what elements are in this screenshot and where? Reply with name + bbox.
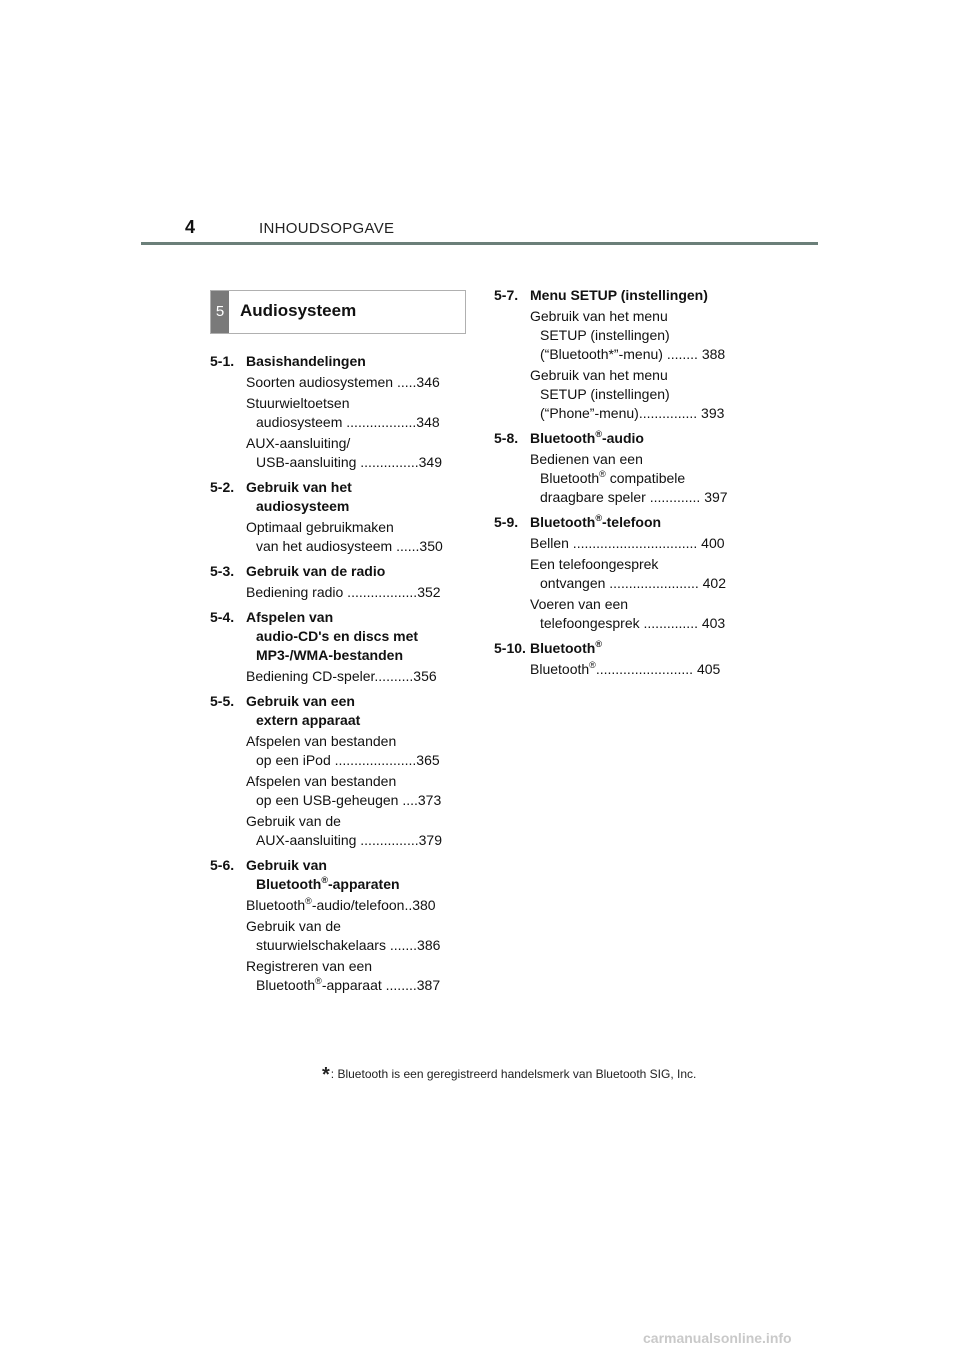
toc-section[interactable]	[494, 429, 744, 448]
section-title-text: -apparaten	[327, 876, 400, 892]
section-title-text: Bluetooth	[530, 640, 596, 656]
chapter-number: 5	[211, 291, 229, 333]
entry-text: Een telefoongesprek ontvangen ....................... 402	[530, 556, 726, 591]
registered-mark: ®	[315, 976, 322, 986]
entry-text: AUX-aansluiting/ USB-aansluiting ...............349	[246, 435, 442, 470]
section-number: 5-9.	[494, 514, 519, 530]
section-title: Afspelen van audio-CD's en discs met MP3-/WMA-bestanden	[246, 609, 419, 663]
toc-entry[interactable]	[246, 667, 460, 686]
toc-section[interactable]	[210, 608, 460, 665]
registered-mark: ®	[595, 429, 602, 439]
section-title	[530, 513, 661, 532]
entry-text: -apparaat ........387	[321, 977, 441, 993]
registered-mark: ®	[589, 660, 596, 670]
registered-mark: ®	[599, 469, 606, 479]
toc-section[interactable]	[494, 513, 744, 532]
section-number: 5-6.	[210, 857, 235, 873]
entry-text: -audio/telefoon..380	[311, 897, 436, 913]
footnote-asterisk: *	[322, 1064, 330, 1086]
toc-entry[interactable]	[246, 812, 460, 850]
section-number: 5-1.	[210, 353, 235, 369]
section-title: Gebruik van de radio	[246, 563, 386, 579]
watermark: carmanualsonline.info	[643, 1330, 792, 1346]
toc-entry[interactable]	[530, 534, 744, 553]
chapter-box	[210, 290, 466, 334]
section-title-text: -telefoon	[601, 514, 662, 530]
header-rule	[141, 242, 818, 245]
toc-entry[interactable]	[530, 660, 744, 679]
toc-entry[interactable]	[246, 373, 460, 392]
entry-text: Bedienen van een Bluetooth	[530, 451, 643, 486]
toc-section[interactable]	[210, 562, 460, 581]
entry-text: Registreren van een Bluetooth	[246, 958, 373, 993]
chapter-title: Audiosysteem	[240, 301, 357, 320]
registered-mark: ®	[595, 639, 602, 649]
section-number: 5-7.	[494, 287, 519, 303]
entry-text: Bluetooth	[246, 897, 306, 913]
toc-entry[interactable]	[530, 307, 744, 364]
section-number: 5-8.	[494, 430, 519, 446]
registered-mark: ®	[305, 896, 312, 906]
section-title	[530, 429, 644, 448]
entry-text: ......................... 405	[595, 661, 721, 677]
section-title: Menu SETUP (instellingen)	[530, 287, 708, 303]
section-number: 5-4.	[210, 609, 235, 625]
entry-text: Bediening CD-speler..........356	[246, 668, 437, 684]
toc-entry[interactable]	[246, 957, 460, 995]
toc-entry[interactable]	[246, 917, 460, 955]
entry-text: Bellen ................................ 400	[530, 535, 725, 551]
section-number: 5-10.	[494, 640, 526, 656]
entry-text: Gebruik van het menu SETUP (instellingen) (“Phone”-menu)............... 393	[530, 367, 725, 421]
section-title-text: -audio	[601, 430, 644, 446]
toc-entry[interactable]	[530, 595, 744, 633]
section-title-text: Bluetooth	[530, 430, 596, 446]
toc-entry[interactable]	[530, 366, 744, 423]
entry-text: Afspelen van bestanden op een USB-geheugen ....373	[246, 773, 442, 808]
toc-section[interactable]	[210, 856, 460, 894]
toc-section[interactable]	[210, 478, 460, 516]
toc-entry[interactable]	[246, 732, 460, 770]
entry-text: compatibele draagbare speler ............. 397	[540, 470, 728, 505]
entry-text: Bluetooth	[530, 661, 590, 677]
toc-left-column	[210, 352, 460, 995]
toc-entry[interactable]	[246, 896, 460, 915]
toc-section[interactable]	[494, 286, 744, 305]
toc-entry[interactable]	[530, 450, 744, 507]
registered-mark: ®	[595, 513, 602, 523]
entry-text: Stuurwieltoetsen audiosysteem ..................348	[246, 395, 440, 430]
toc-section[interactable]	[210, 692, 460, 730]
footnote-text: : Bluetooth is een geregistreerd handelsmerk van Bluetooth SIG, Inc.	[330, 1067, 697, 1081]
section-number: 5-5.	[210, 693, 235, 709]
page-header-title: INHOUDSOPGAVE	[259, 220, 395, 237]
toc-right-column	[494, 286, 744, 679]
toc-entry[interactable]	[530, 555, 744, 593]
toc-entry[interactable]	[246, 583, 460, 602]
section-number: 5-2.	[210, 479, 235, 495]
entry-text: Optimaal gebruikmaken van het audiosysteem ......350	[246, 519, 443, 554]
entry-text: Soorten audiosystemen .....346	[246, 374, 440, 390]
entry-text: Gebruik van de AUX-aansluiting ...............379	[246, 813, 442, 848]
section-number: 5-3.	[210, 563, 235, 579]
section-title-text: Bluetooth	[530, 514, 596, 530]
section-title	[246, 856, 400, 894]
footnote	[322, 1064, 696, 1087]
section-title: Basishandelingen	[246, 353, 366, 369]
toc-entry[interactable]	[246, 772, 460, 810]
entry-text: Gebruik van de stuurwielschakelaars .......386	[246, 918, 441, 953]
toc-entry[interactable]	[246, 518, 460, 556]
section-title	[530, 639, 602, 658]
entry-text: Bediening radio ..................352	[246, 584, 441, 600]
entry-text: Gebruik van het menu SETUP (instellingen) (“Bluetooth*”-menu) ........ 388	[530, 308, 726, 362]
toc-entry[interactable]	[246, 394, 460, 432]
page-number: 4	[185, 217, 196, 237]
toc-section[interactable]	[210, 352, 460, 371]
entry-text: Voeren van een telefoongesprek .............. 403	[530, 596, 726, 631]
toc-section[interactable]	[494, 639, 744, 658]
section-title-text: Gebruik van Bluetooth	[246, 857, 327, 892]
entry-text: Afspelen van bestanden op een iPod .....................365	[246, 733, 440, 768]
registered-mark: ®	[321, 875, 328, 885]
section-title: Gebruik van het audiosysteem	[246, 479, 352, 514]
section-title: Gebruik van een extern apparaat	[246, 693, 361, 728]
toc-entry[interactable]	[246, 434, 460, 472]
